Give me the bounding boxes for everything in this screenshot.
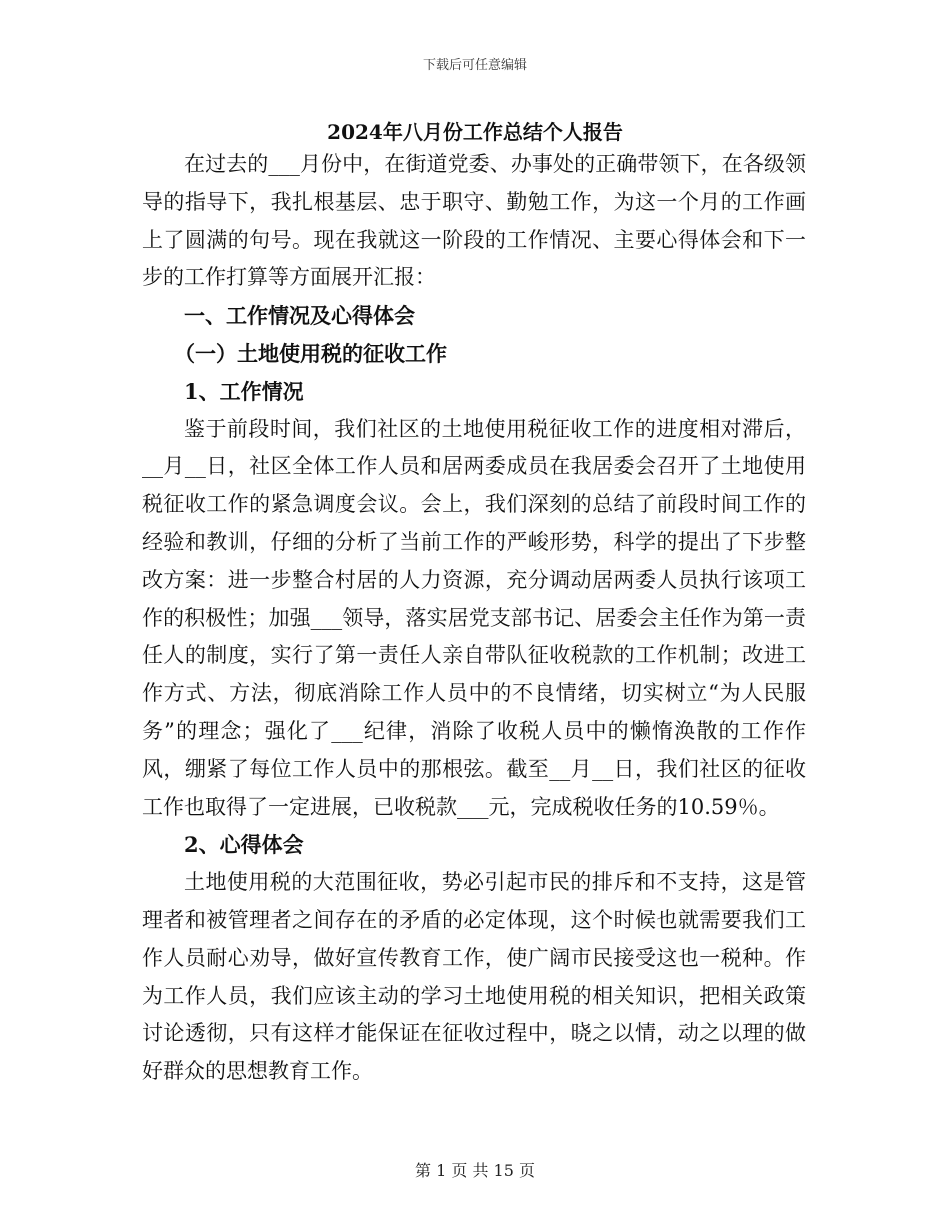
intro-paragraph: 在过去的___月份中，在街道党委、办事处的正确带领下，在各级领导的指导下，我扎根基层、忠于职守、勤勉工作，为这一个月的工作画上了圆满的句号。现在我就这一阶段的工作情况、主要心得体会和下一步的工作打算等方面展开汇报： bbox=[142, 152, 806, 290]
document-body bbox=[142, 146, 806, 1091]
section-heading: 一、工作情况及心得体会 bbox=[184, 303, 415, 329]
header-note: 下载后可任意编辑 bbox=[422, 58, 527, 73]
experience-paragraph: 土地使用税的大范围征收，势必引起市民的排斥和不支持，这是管理者和被管理者之间存在的矛盾的必定体现，这个时候也就需要我们工作人员耐心劝导，做好宣传教育工作，使广阔市民接受这也一税种。作为工作人员，我们应该主动的学习土地使用税的相关知识，把相关政策讨论透彻，只有这样才能保证在征收过程中，晓之以情，动之以理的做好群众的思想教育工作。 bbox=[142, 870, 806, 1084]
page-number: 第 1 页 共 15 页 bbox=[415, 1161, 535, 1180]
item-heading-experience: 2、心得体会 bbox=[184, 832, 304, 858]
work-status-paragraph: 鉴于前段时间，我们社区的土地使用税征收工作的进度相对滞后，__月__日，社区全体工作人员和居两委成员在我居委会召开了土地使用税征收工作的紧急调度会议。会上，我们深刻的总结了前段时间工作的经验和教训，仔细的分析了当前工作的严峻形势，科学的提出了下步整改方案：进一步整合村居的人力资源，充分调动居两委人员执行该项工作的积极性；加强___领导，落实居党支部书记、居委会主任作为第一责任人的制度，实行了第一责任人亲自带队征收税款的工作机制；改进工作方式、方法，彻底消除工作人员中的不良情绪，切实树立“为人民服务”的理念；强化了___纪律，消除了收税人员中的懒惰涣散的工作作风，绷紧了每位工作人员中的那根弦。截至__月__日，我们社区的征收工作也取得了一定进展，已收税款___元，完成税收任务的10.59％。 bbox=[142, 416, 806, 819]
subsection-heading: （一）土地使用税的征收工作 bbox=[174, 340, 447, 366]
document-title: 2024年八月份工作总结个人报告 bbox=[327, 120, 623, 144]
item-heading-work-status: 1、工作情况 bbox=[184, 378, 304, 404]
